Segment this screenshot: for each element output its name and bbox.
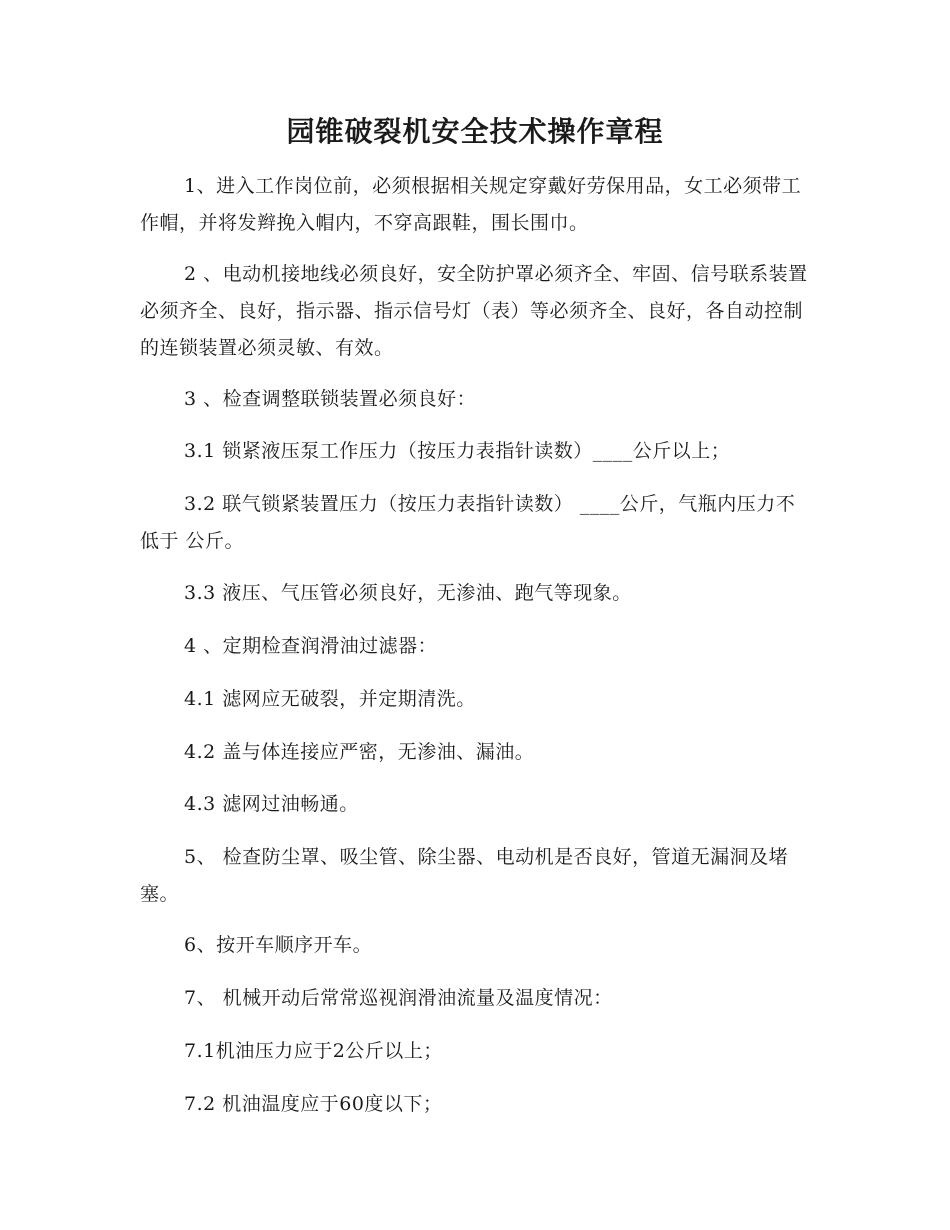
paragraph-5: 5、 检查防尘罩、吸尘管、除尘器、电动机是否良好，管道无漏洞及堵塞。	[140, 846, 789, 905]
document-title: 园锥破裂机安全技术操作章程	[286, 115, 664, 148]
paragraph-3-1: 3.1 锁紧液压泵工作压力（按压力表指针读数）____公斤以上；	[184, 440, 731, 462]
paragraph-1: 1、进入工作岗位前，必须根据相关规定穿戴好劳保用品，女工必须带工作帽，并将发辫挽入帽内，不穿高跟鞋，围长围巾。	[140, 175, 802, 234]
paragraph-3: 3 、检查调整联锁装置必须良好：	[184, 388, 477, 410]
paragraph-4-2: 4.2 盖与体连接应严密，无渗油、漏油。	[184, 741, 535, 763]
paragraph-3-2: 3.2 联气锁紧装置压力（按压力表指针读数） ____公斤，气瓶内压力不低于 公斤。	[140, 493, 796, 552]
paragraph-7-1: 7.1机油压力应于2公斤以上；	[184, 1040, 443, 1062]
paragraph-7-2: 7.2 机油温度应于60度以下；	[184, 1093, 443, 1115]
paragraph-3-3: 3.3 液压、气压管必须良好，无渗油、跑气等现象。	[184, 582, 632, 604]
paragraph-4: 4 、定期检查润滑油过滤器：	[184, 635, 438, 657]
paragraph-4-1: 4.1 滤网应无破裂，并定期清洗。	[184, 688, 476, 710]
paragraph-4-3: 4.3 滤网过油畅通。	[184, 793, 359, 815]
paragraph-6: 6、按开车顺序开车。	[184, 934, 373, 956]
paragraph-7: 7、 机械开动后常常巡视润滑油流量及温度情况：	[184, 987, 613, 1009]
paragraph-2: 2 、电动机接地线必须良好，安全防护罩必须齐全、牢固、信号联系装置必须齐全、良好，指示器、指示信号灯（表）等必须齐全、良好，各自动控制的连锁装置必须灵敏、有效。	[140, 263, 808, 359]
